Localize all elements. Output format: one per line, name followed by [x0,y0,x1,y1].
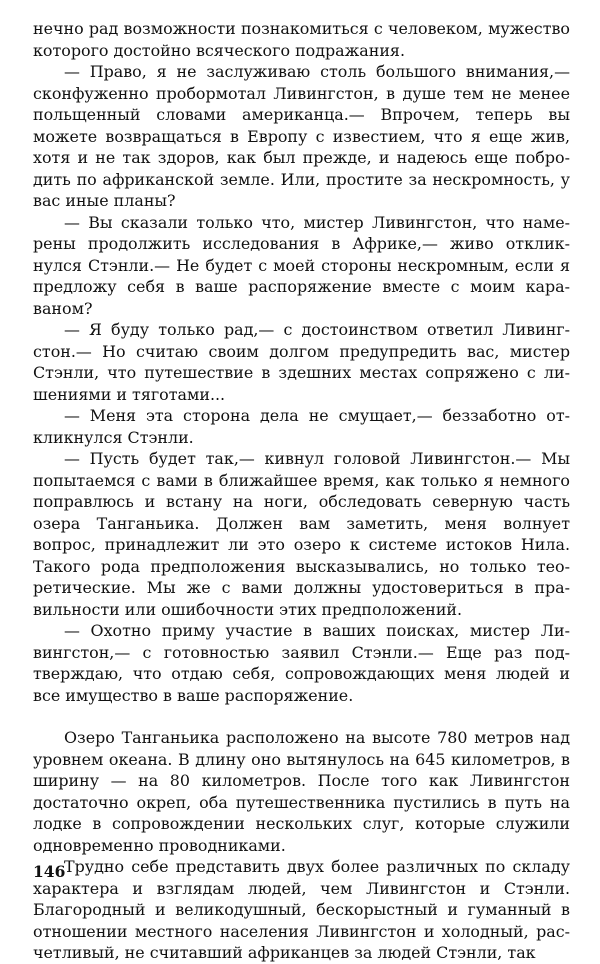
section-break [33,706,570,727]
dialogue-paragraph: — Вы сказали только что, мистер Ливингстон, что намерены продолжить исследования в Африке,— живо откликнулся Стэнли.— Не будет с моей стороны нескромным, если я предложу себя в ваше распоряжение вместе с моим караваном? [33,212,570,318]
dialogue-paragraph: — Я буду только рад,— с достоинством ответил Ливингстон.— Но считаю своим долгом предупредить вас, мистер Стэнли, что путешествие в здешних местах сопряжено с лишениями и тяготами... [33,320,570,404]
paragraph-continuation: нечно рад возможности познакомиться с человеком, мужество которого достойно всяческого подражания. [33,19,570,60]
dialogue-paragraph: — Меня эта сторона дела не смущает,— беззаботно откликнулся Стэнли. [33,406,570,447]
dialogue-paragraph: — Право, я не заслуживаю столь большого внимания,— сконфуженно пробормотал Ливингстон, в душе тем не менее польщенный словами американца.— Впрочем, теперь вы можете возвращаться в Европу с известием, что я еще жив, хотя и не так здоров, как был прежде, и надеюсь еще побродить по африканской земле. Или, простите за нескромность, у вас иные планы? [33,62,570,210]
dialogue-paragraph: — Пусть будет так,— кивнул головой Ливингстон.— Мы попытаемся с вами в ближайшее время, как только я немного поправлюсь и встану на ноги, обследовать северную часть озера Танганьика. Должен вам заметить, меня волнует вопрос, принадлежит ли это озеро к системе истоков Нила. Такого рода предположения высказывались, но только теоретические. Мы же с вами должны удостовериться в правильности или ошибочности этих предположений. [33,449,570,619]
narrative-paragraph: Трудно себе представить двух более различных по складу характера и взглядам людей, чем Ливингстон и Стэнли. Благородный и великодушный, бескорыстный и гуманный в отношении местного населения Ливингстон и холодный, расчетливый, не считавший африканцев за людей Стэнли, так [33,857,570,962]
dialogue-paragraph: — Охотно приму участие в ваших поисках, мистер Ливингстон,— с готовностью заявил Стэнли.— Еще раз подтверждаю, что отдаю себя, сопровождающих меня людей и все имущество в ваше распоряжение. [33,621,570,705]
page-body [33,18,570,964]
page-number: 146 [33,862,66,881]
narrative-paragraph: Озеро Танганьика расположено на высоте 780 метров над уровнем океана. В длину оно вытянулось на 645 километров, в ширину — на 80 километров. После того как Ливингстон достаточно окреп, оба путешественника пустились в путь на лодке в сопровождении нескольких слуг, которые служили одновременно проводниками. [33,728,570,855]
